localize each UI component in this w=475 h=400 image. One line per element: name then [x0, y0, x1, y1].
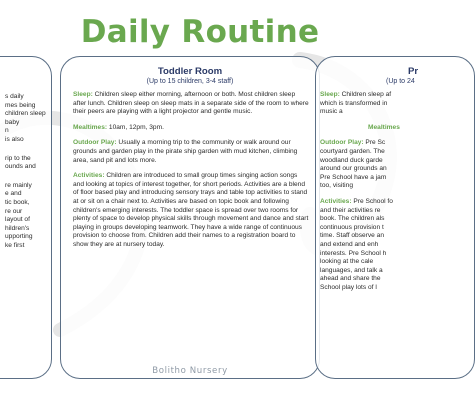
sleep-label: Sleep: [320, 91, 340, 98]
page-title: Daily Routine [80, 14, 320, 50]
room-heading: Toddler Room [157, 66, 223, 77]
nursery-footer: Bolitho Nursery [152, 366, 228, 376]
sleep-section [320, 91, 472, 117]
outdoor-play-label: Outdoor Play: [73, 139, 117, 147]
sleep-label: Sleep: [73, 91, 93, 98]
room-capacity: (Up to 15 children, 3-4 staff) [146, 78, 234, 85]
activities-section [73, 172, 309, 249]
outdoor-play-section [320, 139, 472, 191]
left-fragment-1: s daily mes being children sleep baby n is also [5, 93, 46, 143]
toddler-room-header [61, 57, 319, 85]
pre-school-card [315, 56, 475, 379]
room-card-left [0, 56, 52, 379]
mealtimes-section [320, 124, 472, 133]
outdoor-play-text: Pre Sc courtyard garden. The woodland duck garde around our grounds an Pre School have a jam too, visiting [320, 139, 387, 190]
left-fragment-2: rip to the ounds and [5, 154, 36, 171]
room-capacity: (Up to 24 [386, 78, 415, 85]
mealtimes-label: Mealtimes: [73, 123, 108, 131]
activities-text: Children are introduced to small group times singing action songs and looking at topics of interest together, for short periods. Activities are a blend of floor based play and introducing sensory trays and table top activities to stand at or sit on a chair next to. Activities are based on topic book and following children's emerging interests. The toddler space is spread over two rooms for plenty of space to develop physical skills through movement and dance and start playing in groups developing teamwork. They have a wide range of continuous provision to choose from. Children add their names to a registration board to show they are at nursery today. [73, 172, 309, 248]
room-heading: Pr [408, 66, 419, 77]
sleep-text: Children sleep either morning, afternoon or both. Most children sleep after lunch. Children sleep on sleep mats in a separate side of the room to where their peers are playing with a light projector and gentle music. [73, 91, 309, 116]
activities-section [320, 198, 472, 293]
toddler-room-card [60, 56, 320, 379]
activities-text: Pre School fo and their activities re book. The children als continuous provision t time. Staff observe an and extend and enh interests. Pre School h looking at the cale languages, and talk a ahead and share the School play lots of l [320, 197, 393, 291]
outdoor-play-label: Outdoor Play: [320, 139, 364, 147]
left-fragment-3: re mainly e and tic book, re our layout of hildren's upporting ke first [5, 181, 33, 249]
pre-school-header [316, 57, 474, 85]
sleep-section [73, 91, 309, 117]
mealtimes-section [73, 124, 309, 133]
activities-label: Activities: [73, 172, 105, 180]
sleep-text: Children sleep af which is transformed in music a [320, 91, 392, 116]
mealtimes-text: 10am, 12pm, 3pm. [107, 123, 164, 131]
outdoor-play-text: Usually a morning trip to the community or walk around our grounds and garden play in the pirate ship garden with mud kitchen, climbing area, sand pit and lots more. [73, 139, 298, 164]
activities-label: Activities: [320, 197, 352, 205]
mealtimes-label: Mealtimes [368, 123, 400, 131]
outdoor-play-section [73, 139, 309, 165]
